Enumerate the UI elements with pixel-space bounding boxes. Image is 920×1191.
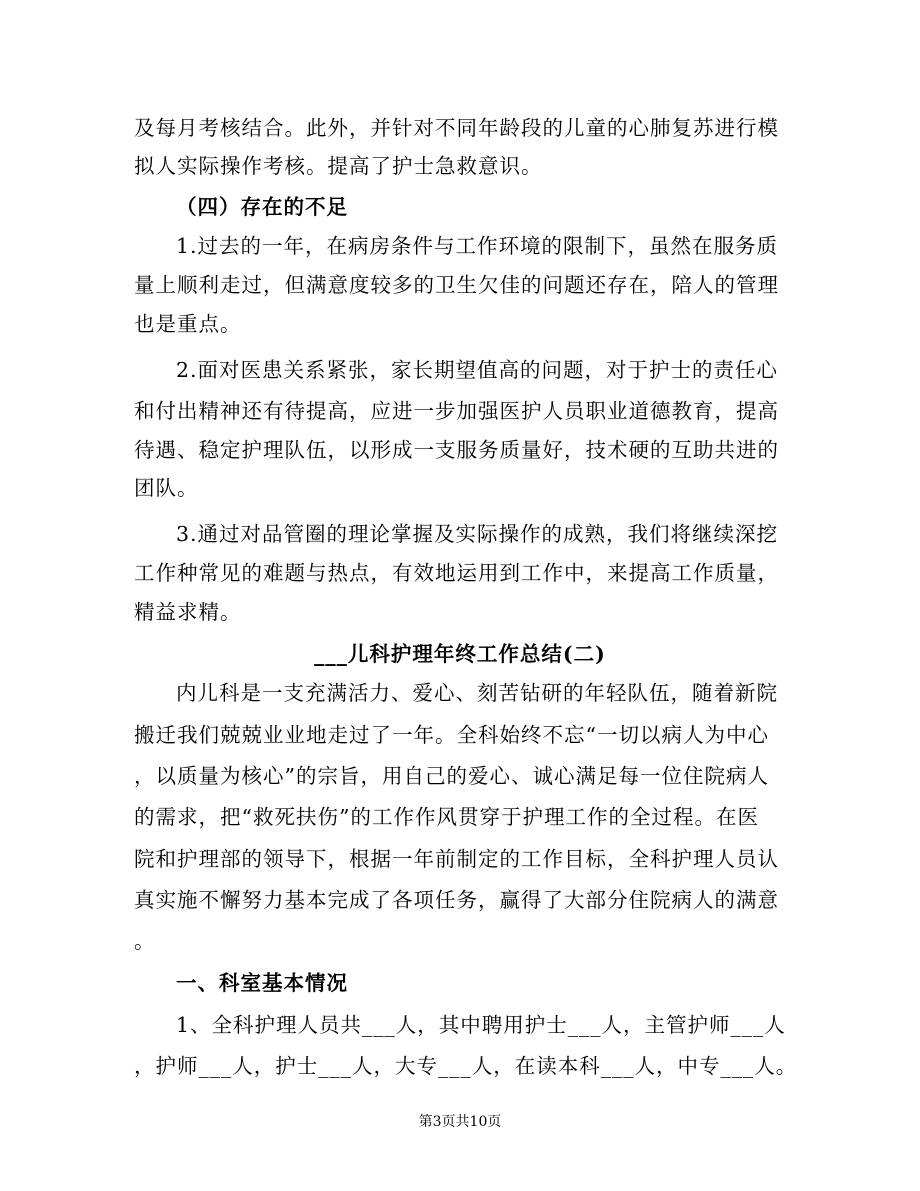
- body-text-line: 3.通过对品管圈的理论掌握及实际操作的成熟，我们将继续深挖: [176, 522, 779, 546]
- body-text-line: ，以质量为核心”的宗旨，用自己的爱心、诚心满足每一位住院病人: [134, 764, 769, 788]
- body-text-line: 院和护理部的领导下，根据一年前制定的工作目标，全科护理人员认: [134, 847, 779, 871]
- body-text-line: 工作种常见的难题与热点，有效地运用到工作中，来提高工作质量，: [134, 561, 779, 585]
- body-text-line: 2.面对医患关系紧张，家长期望值高的问题，对于护士的责任心: [176, 358, 779, 382]
- body-text-line: 的需求，把“救死扶伤”的工作作风贯穿于护理工作的全过程。在医: [134, 805, 759, 829]
- document-title: ___儿科护理年终工作总结(二): [314, 642, 606, 666]
- body-text-line: 1、全科护理人员共___人，其中聘用护士___人，主管护师___人: [176, 1013, 786, 1037]
- body-text-line: ，护师___人，护士___人，大专___人，在读本科___人，中专___人。: [134, 1054, 798, 1078]
- body-text-line: 内儿科是一支充满活力、爱心、刻苦钻研的年轻队伍，随着新院: [176, 681, 778, 705]
- section-heading: （四）存在的不足: [176, 195, 348, 219]
- body-text-line: 及每月考核结合。此外，并针对不同年龄段的儿童的心肺复苏进行模: [134, 116, 779, 140]
- body-text-line: 1.过去的一年，在病房条件与工作环境的限制下，虽然在服务质: [176, 234, 779, 258]
- body-text-line: 待遇、稳定护理队伍，以形成一支服务质量好，技术硬的互助共进的: [134, 438, 779, 462]
- body-text-line: 拟人实际操作考核。提高了护士急救意识。: [134, 154, 543, 178]
- body-text-line: 量上顺利走过，但满意度较多的卫生欠佳的问题还存在，陪人的管理: [134, 273, 779, 297]
- body-text-line: 团队。: [134, 476, 199, 500]
- body-text-line: 和付出精神还有待提高，应进一步加强医护人员职业道德教育，提高: [134, 399, 779, 423]
- body-text-line: 搬迁我们兢兢业业地走过了一年。全科始终不忘“一切以病人为中心: [134, 723, 769, 747]
- page-footer: 第3页共10页: [418, 1114, 502, 1130]
- body-text-line: 也是重点。: [134, 312, 242, 336]
- body-text-line: 精益求精。: [134, 600, 242, 624]
- body-text-line: 。: [134, 929, 156, 953]
- body-text-line: 真实施不懈努力基本完成了各项任务，赢得了大部分住院病人的满意: [134, 888, 779, 912]
- section-heading: 一、科室基本情况: [176, 971, 348, 995]
